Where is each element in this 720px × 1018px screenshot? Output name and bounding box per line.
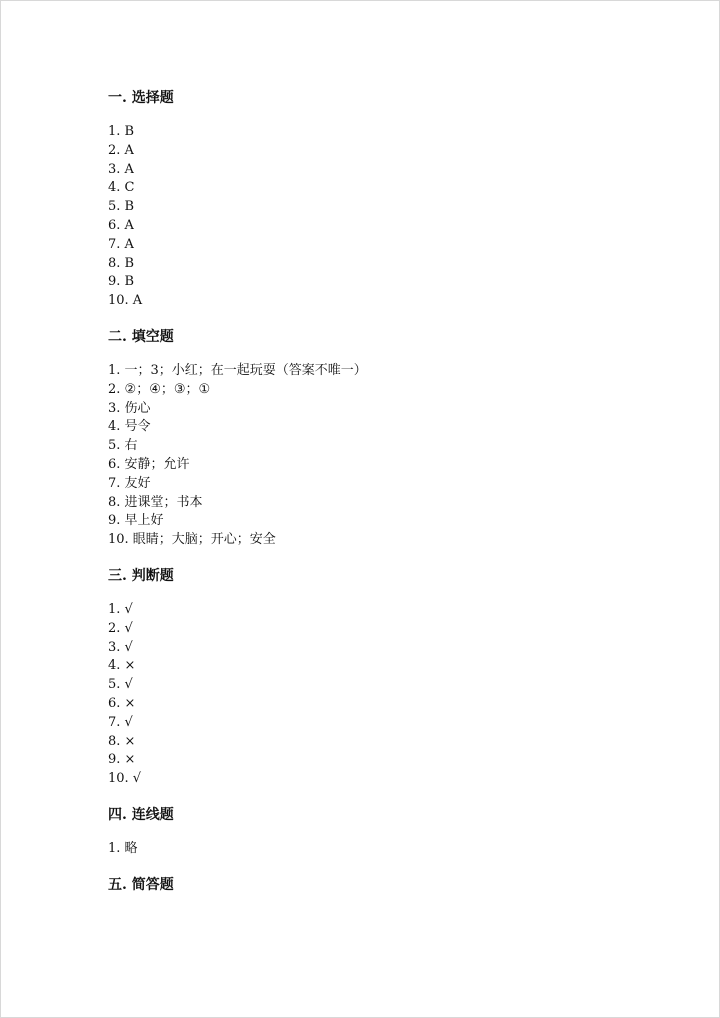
answer-item: 2. A <box>108 142 134 158</box>
answer-list <box>108 840 668 859</box>
answer-item: 8. 进课堂；书本 <box>108 494 203 510</box>
answer-item: 7. A <box>108 236 134 252</box>
section-matching <box>108 806 668 859</box>
section-spacer <box>108 789 668 806</box>
answer-item: 1. B <box>108 124 135 139</box>
section-fill-in-blank <box>108 328 668 550</box>
answer-item: 5. √ <box>108 677 133 693</box>
answer-item: 8. B <box>108 255 135 271</box>
section-title: 五. 简答题 <box>108 876 174 893</box>
answer-item: 3. 伤心 <box>108 400 151 416</box>
answer-item: 6. 安静；允许 <box>108 456 190 472</box>
answer-item: 4. × <box>108 658 136 674</box>
answer-item: 10. 眼睛；大脑；开心；安全 <box>108 532 276 548</box>
section-title: 二. 填空题 <box>108 328 174 345</box>
answer-item: 6. × <box>108 695 136 711</box>
section-title: 三. 判断题 <box>108 567 174 584</box>
answer-item: 3. √ <box>108 639 133 655</box>
answer-list <box>108 601 668 789</box>
answer-item: 4. C <box>108 180 135 196</box>
section-spacer <box>108 311 668 328</box>
answer-item: 5. 右 <box>108 438 138 454</box>
answer-item: 3. A <box>108 161 134 177</box>
answer-item: 7. 友好 <box>108 475 151 491</box>
answer-item: 5. B <box>108 199 135 215</box>
answer-item: 2. ②；④；③；① <box>108 381 211 397</box>
section-spacer <box>108 859 668 876</box>
answer-item: 9. 早上好 <box>108 513 164 529</box>
answer-item: 7. √ <box>108 714 133 730</box>
answer-item: 2. √ <box>108 620 133 636</box>
answer-key <box>108 89 668 894</box>
answer-item: 10. √ <box>108 771 142 787</box>
section-multiple-choice <box>108 89 668 311</box>
answer-list <box>108 362 668 550</box>
section-true-false <box>108 567 668 789</box>
section-title: 四. 连线题 <box>108 806 174 823</box>
section-short-answer <box>108 876 668 894</box>
answer-item: 9. B <box>108 274 135 290</box>
answer-item: 10. A <box>108 293 143 309</box>
section-spacer <box>108 550 668 567</box>
answer-item: 4. 号令 <box>108 419 151 435</box>
answer-list <box>108 123 668 311</box>
answer-item: 1. 略 <box>108 840 138 856</box>
answer-item: 8. × <box>108 733 136 749</box>
answer-item: 1. √ <box>108 601 133 617</box>
answer-item: 1. 一；3；小红；在一起玩耍（答案不唯一） <box>108 362 367 378</box>
answer-item: 9. × <box>108 752 136 768</box>
section-title: 一. 选择题 <box>108 90 174 106</box>
answer-item: 6. A <box>108 217 134 233</box>
